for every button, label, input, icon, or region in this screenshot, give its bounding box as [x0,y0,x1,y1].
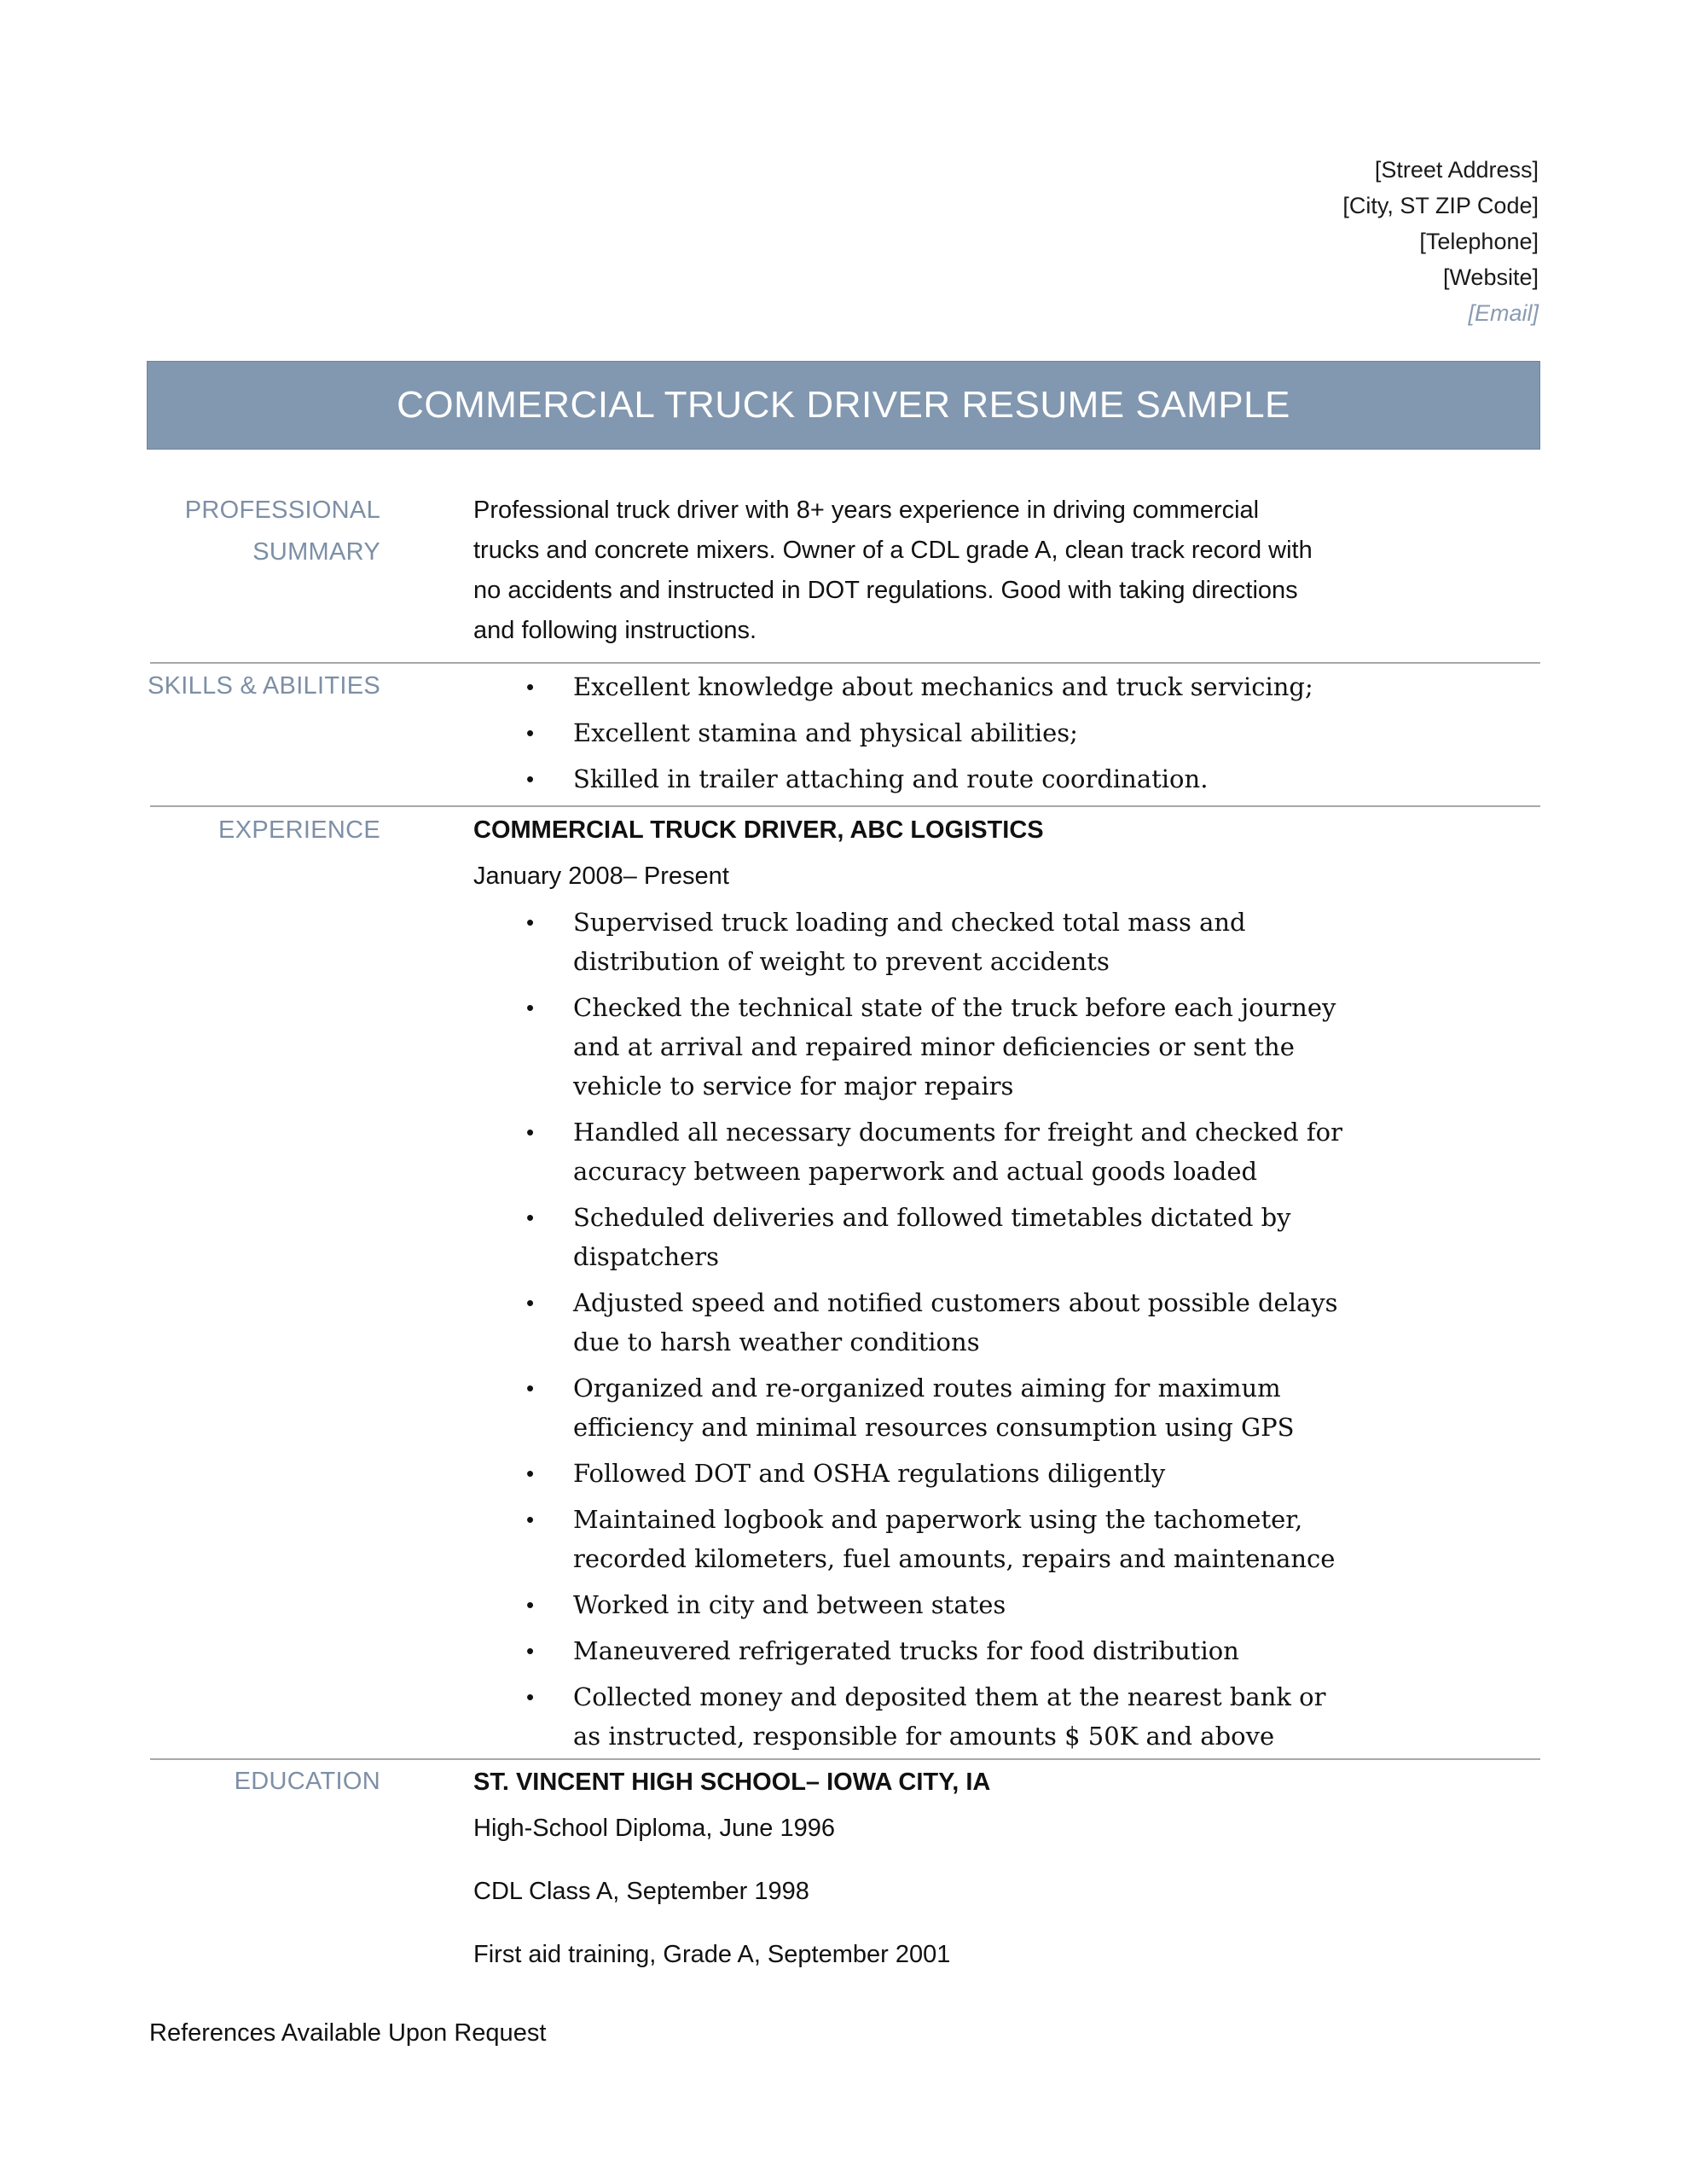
bullet-icon: • [526,674,535,700]
telephone: [Telephone] [1419,229,1539,254]
list-item-text: Scheduled deliveries and followed timetables dictated by dispatchers [573,1203,1291,1271]
bullet-icon: • [526,995,535,1020]
resume-title: COMMERCIAL TRUCK DRIVER RESUME SAMPLE [397,384,1290,426]
experience-content [473,810,1360,1763]
list-item-text: Excellent knowledge about mechanics and truck servicing; [573,672,1313,701]
bullet-icon: • [526,766,535,792]
title-banner [147,361,1540,450]
list-item [473,1368,1360,1447]
bullet-icon: • [526,1638,535,1664]
list-item-text: Supervised truck loading and checked total mass and distribution of weight to prevent accidents [573,908,1246,976]
street-address: [Street Address] [1374,157,1539,183]
list-item-text: Maintained logbook and paperwork using the tachometer, recorded kilometers, fuel amounts, repairs and maintenance [573,1505,1336,1573]
experience-label: EXPERIENCE [218,816,380,844]
job-title: COMMERCIAL TRUCK DRIVER, ABC LOGISTICS [473,816,1044,844]
bullet-icon: • [526,1375,535,1401]
education-entry: High-School Diploma, June 1996 [473,1815,835,1842]
city-state-zip: [City, ST ZIP Code] [1342,193,1539,218]
bullet-icon: • [526,1507,535,1532]
section-divider [150,805,1540,807]
list-item [473,1585,1360,1624]
list-item [473,1454,1360,1493]
list-item [473,1677,1360,1756]
list-item-text: Followed DOT and OSHA regulations diligently [573,1459,1166,1488]
summary-label-line1: PROFESSIONAL [184,497,380,524]
skills-content [473,667,1343,805]
education-label: EDUCATION [234,1768,380,1795]
bullet-icon: • [526,909,535,935]
section-divider [150,1758,1540,1760]
list-item [473,667,1343,706]
list-item-text: Organized and re-organized routes aiming for maximum efficiency and minimal resources consumption using GPS [573,1374,1295,1442]
references-note: References Available Upon Request [149,2019,547,2047]
list-item-text: Collected money and deposited them at the nearest bank or as instructed, responsible for amounts $ 50K and above [573,1682,1326,1751]
list-item [473,1112,1360,1191]
list-item [473,988,1360,1106]
list-item-text: Checked the technical state of the truck before each journey and at arrival and repaired minor deficiencies or sent the vehicle to service for major repairs [573,993,1336,1101]
list-item-text: Worked in city and between states [573,1590,1006,1619]
job-dates: January 2008– Present [473,863,729,890]
bullet-icon: • [526,1592,535,1618]
email: [Email] [1468,300,1539,326]
list-item [473,713,1343,752]
summary-text: Professional truck driver with 8+ years experience in driving commercial trucks and concrete mixers. Owner of a CDL grade A, clean track record with no accidents and instructed in DOT regulations. Good with taking directions and following instructions. [473,497,1313,644]
bullet-icon: • [526,1684,535,1710]
list-item [473,1283,1360,1362]
summary-label [185,490,380,573]
summary-label-line2: SUMMARY [252,538,380,566]
skills-label: SKILLS & ABILITIES [148,672,380,700]
education-entries [473,1809,1343,1974]
bullet-icon: • [526,1205,535,1230]
bullet-icon: • [526,1119,535,1145]
education-entry: CDL Class A, September 1998 [473,1878,809,1905]
education-content [473,1763,1343,1974]
list-item [473,759,1343,799]
list-item-text: Skilled in trailer attaching and route coordination. [573,764,1209,793]
list-item-text: Handled all necessary documents for freight and checked for accuracy between paperwork and actual goods loaded [573,1118,1342,1186]
list-item-text: Excellent stamina and physical abilities; [573,718,1078,747]
school-name: ST. VINCENT HIGH SCHOOL– IOWA CITY, IA [473,1769,991,1796]
list-item [473,903,1360,981]
contact-block [1342,152,1539,331]
list-item [473,1500,1360,1578]
list-item-text: Maneuvered refrigerated trucks for food distribution [573,1636,1239,1665]
bullet-icon: • [526,1290,535,1316]
bullet-icon: • [526,1461,535,1486]
section-divider [150,662,1540,664]
experience-list [473,903,1360,1756]
list-item-text: Adjusted speed and notified customers about possible delays due to harsh weather conditions [573,1288,1338,1356]
website: [Website] [1442,264,1539,290]
skills-list [473,667,1343,799]
list-item [473,1198,1360,1276]
bullet-icon: • [526,720,535,746]
list-item [473,1631,1360,1670]
education-entry: First aid training, Grade A, September 2001 [473,1941,951,1968]
